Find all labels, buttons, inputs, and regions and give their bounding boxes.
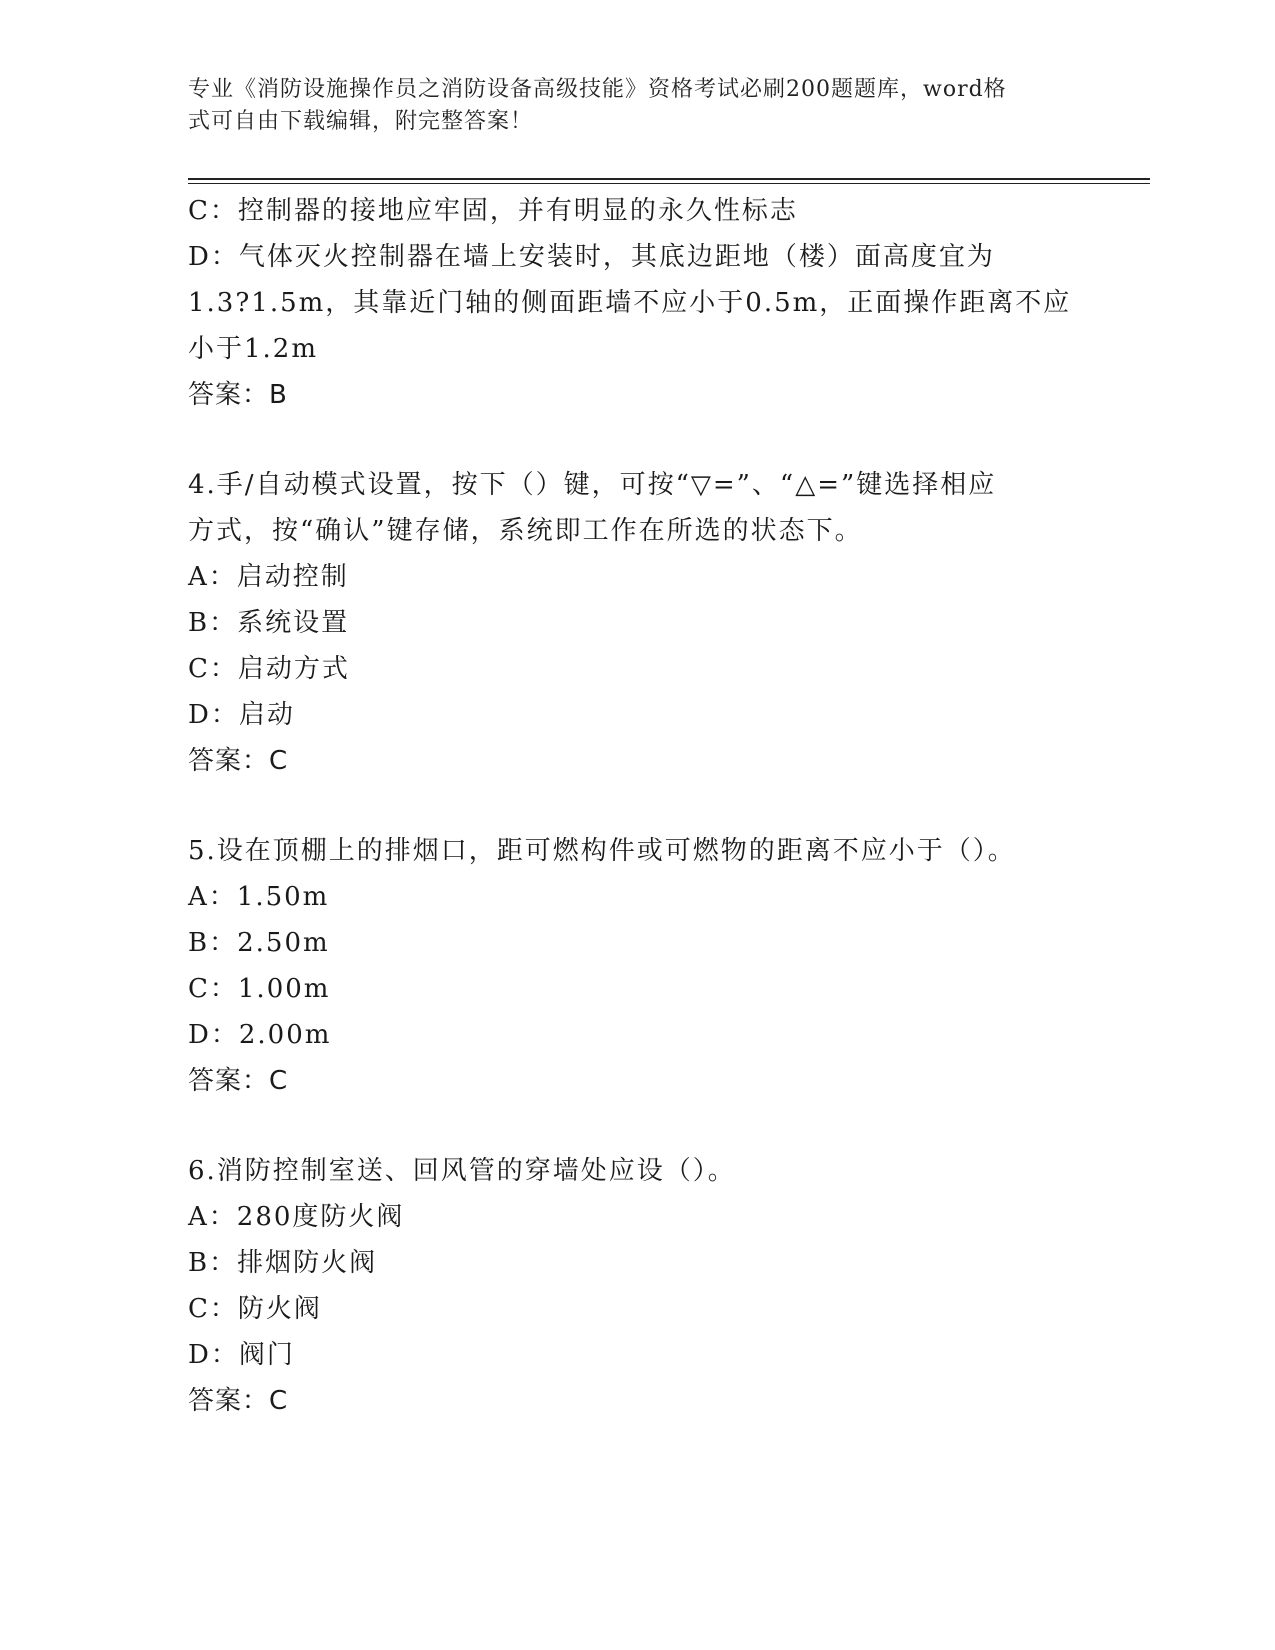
option-d: D：启动 — [188, 700, 295, 730]
option-d-continued: 小于1.2m — [188, 334, 319, 364]
option-b: B：2.50m — [188, 928, 330, 958]
option-a: A：1.50m — [188, 882, 330, 912]
document-header — [188, 74, 1088, 138]
option-a: A：280度防火阀 — [188, 1202, 405, 1232]
option-d: D：阀门 — [188, 1340, 295, 1370]
question-stem-continued: 方式，按“确认”键存储，系统即工作在所选的状态下。 — [188, 516, 863, 546]
option-b: B：系统设置 — [188, 608, 350, 638]
answer: 答案：B — [188, 380, 288, 410]
option-b: B：排烟防火阀 — [188, 1248, 378, 1278]
question-6 — [188, 1148, 1088, 1424]
header-divider-thick — [188, 178, 1150, 180]
option-c: C：启动方式 — [188, 654, 350, 684]
question-3-tail — [188, 188, 1088, 418]
option-c: C：控制器的接地应牢固，并有明显的永久性标志 — [188, 196, 798, 226]
option-d: D：气体灭火控制器在墙上安装时，其底边距地（楼）面高度宜为 — [188, 242, 995, 272]
question-5 — [188, 828, 1088, 1104]
header-line-2: 式可自由下载编辑，附完整答案！ — [188, 109, 534, 134]
question-list — [188, 188, 1088, 1424]
option-d: D：2.00m — [188, 1020, 332, 1050]
option-c: C：1.00m — [188, 974, 331, 1004]
question-4 — [188, 462, 1088, 784]
question-stem: 4.手/自动模式设置，按下（）键，可按“▽=”、“△=”键选择相应 — [188, 470, 997, 500]
question-stem: 5.设在顶棚上的排烟口，距可燃构件或可燃物的距离不应小于（）。 — [188, 836, 1016, 866]
option-a: A：启动控制 — [188, 562, 349, 592]
answer: 答案：C — [188, 746, 289, 776]
header-divider-thin — [188, 183, 1150, 184]
option-c: C：防火阀 — [188, 1294, 322, 1324]
answer: 答案：C — [188, 1066, 289, 1096]
option-d-continued: 1.3?1.5m，其靠近门轴的侧面距墙不应小于0.5m，正面操作距离不应 — [188, 288, 1072, 318]
answer: 答案：C — [188, 1386, 289, 1416]
header-line-1: 专业《消防设施操作员之消防设备高级技能》资格考试必刷200题题库，word格 — [188, 77, 1007, 102]
question-stem: 6.消防控制室送、回风管的穿墙处应设（）。 — [188, 1156, 736, 1186]
